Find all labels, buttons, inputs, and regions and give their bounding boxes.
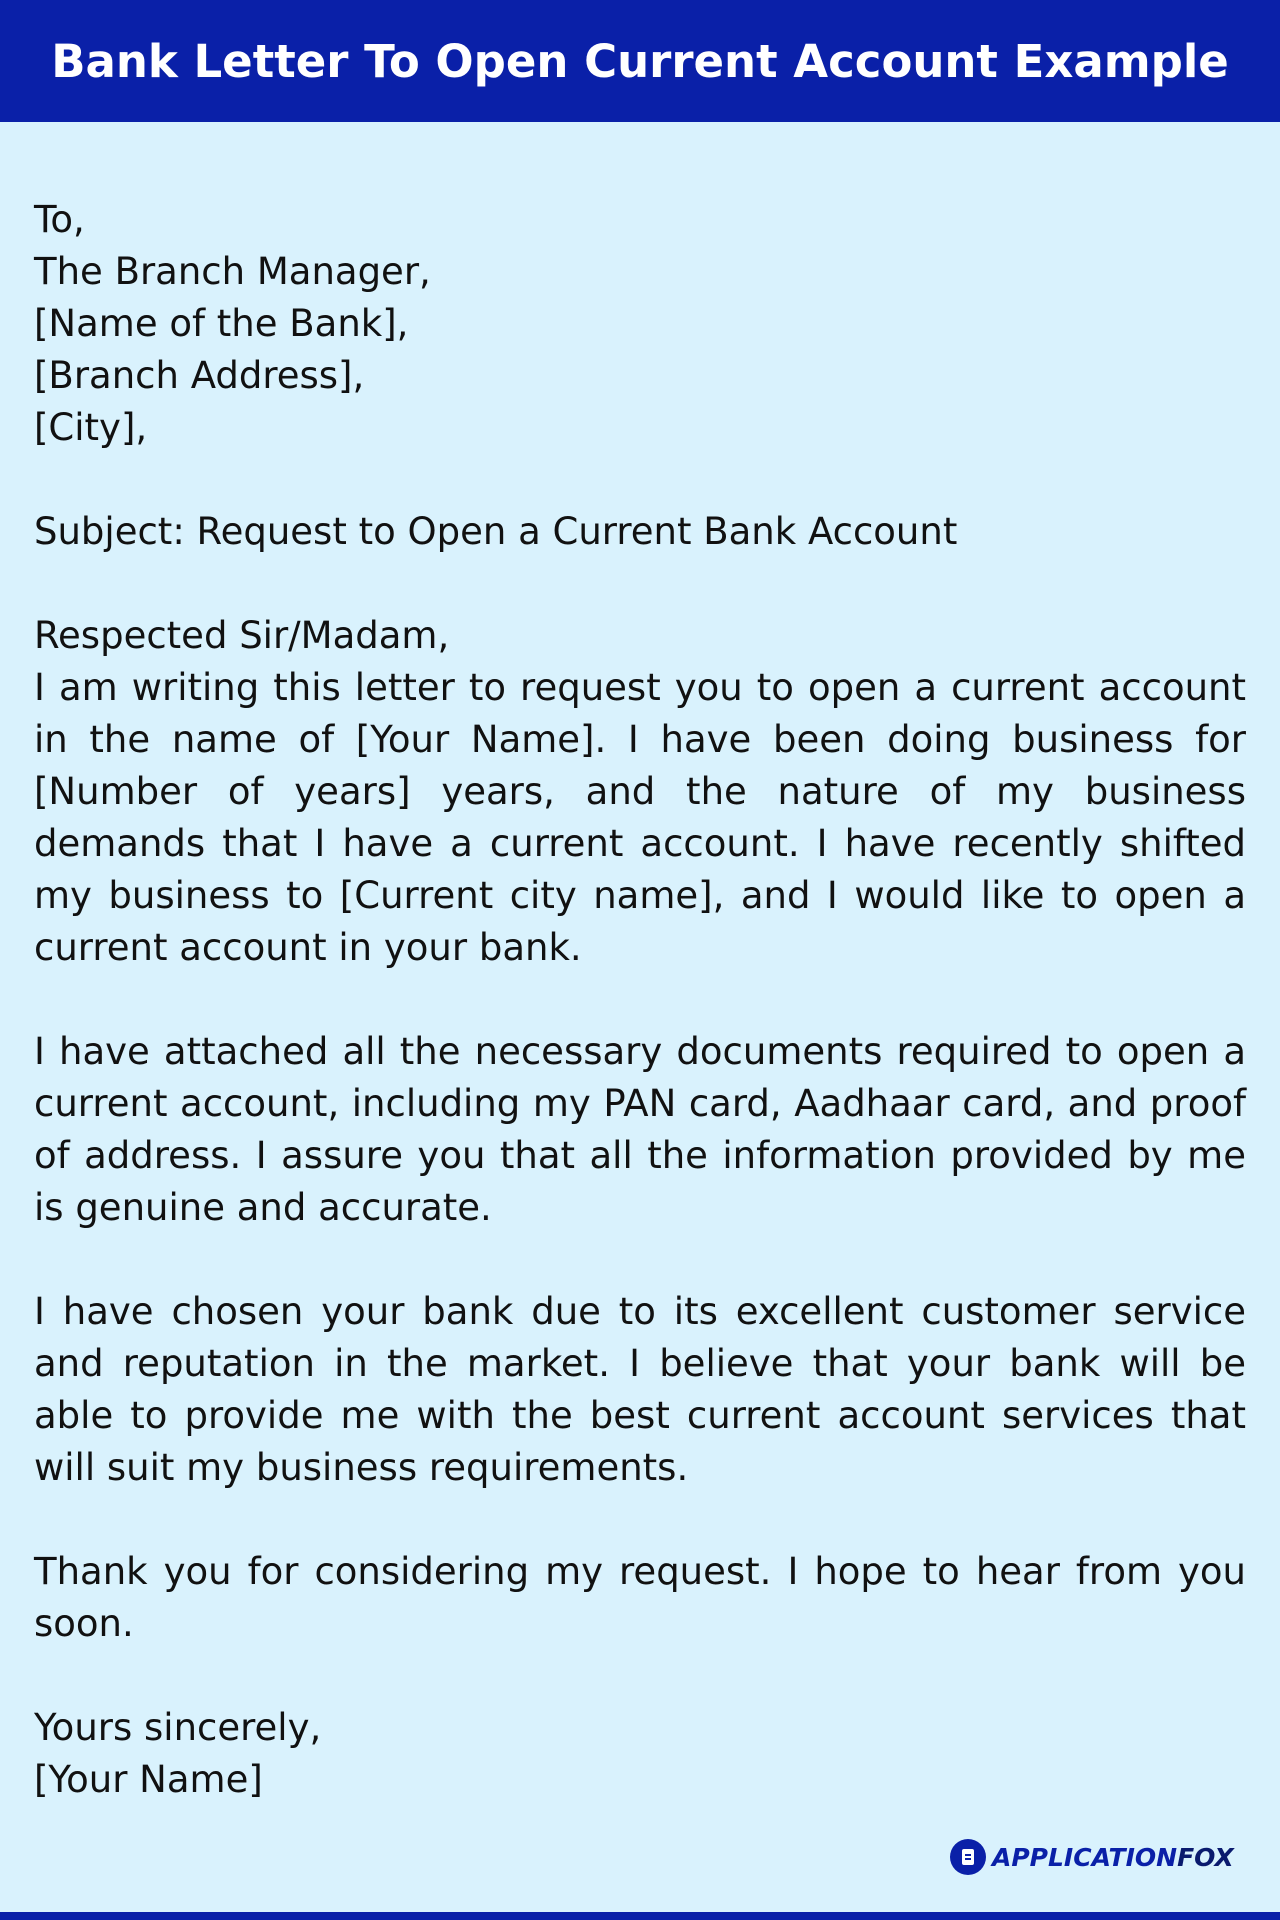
- letter-subject: Subject: Request to Open a Current Bank Account: [34, 510, 958, 553]
- applicationfox-logo: [950, 1837, 1234, 1877]
- address-line: [City],: [34, 406, 148, 449]
- address-line: [Branch Address],: [34, 354, 365, 397]
- letter-signature: [Your Name]: [34, 1758, 263, 1801]
- letter-closing: Yours sincerely,: [34, 1706, 322, 1749]
- letter-paragraph: I have chosen your bank due to its excellent customer service and reputation in the market. I believe that your bank will be able to provide me with the best current account services that will suit my business requirements.: [34, 1290, 1246, 1489]
- address-line: To,: [34, 198, 85, 241]
- logo-text: APPLICATIONFOX: [992, 1842, 1234, 1872]
- letter-paragraph: I am writing this letter to request you to open a current account in the name of [Your Name]. I have been doing business for [Number of years] years, and the nature of my business demands that I have a current account. I have recently shifted my business to [Current city name], and I would like to open a current account in your bank.: [34, 666, 1246, 969]
- document-icon: [950, 1839, 986, 1875]
- letter-salutation: Respected Sir/Madam,: [34, 614, 450, 657]
- bottom-border: [0, 1912, 1280, 1920]
- address-line: The Branch Manager,: [34, 250, 431, 293]
- letter-paragraph: Thank you for considering my request. I hope to hear from you soon.: [34, 1550, 1246, 1645]
- address-line: [Name of the Bank],: [34, 302, 409, 345]
- letter-body: [34, 194, 1246, 1806]
- letter-paragraph: I have attached all the necessary documents required to open a current account, including my PAN card, Aadhaar card, and proof of address. I assure you that all the information provided by me is genuine and accurate.: [34, 1030, 1246, 1229]
- page-header: [0, 0, 1280, 122]
- page-title: Bank Letter To Open Current Account Example: [51, 34, 1229, 88]
